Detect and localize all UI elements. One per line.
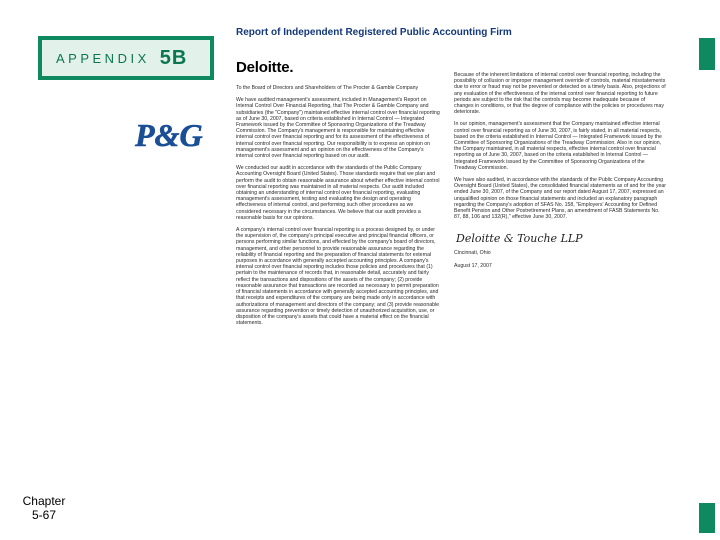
firm-signature <box>454 226 584 250</box>
appendix-banner-inner <box>42 40 210 76</box>
pg-logo-text: P&G <box>135 117 203 153</box>
chapter-word: Chapter <box>22 494 66 508</box>
signature-date: August 17, 2007 <box>454 262 492 269</box>
side-accent-bar-bottom <box>699 503 715 533</box>
pg-logo <box>132 108 208 160</box>
report-paragraph: In our opinion, management's assessment that the Company maintained effective internal control over financial reporting as of June 30, 2007, is fairly stated, in all material respects, based on the criteria established in Internal Control — Integrated Framework issued by the Committee of Sponsoring Organizations of the Treadway Commission. Also in our opinion, the Company maintained, in all material respects, effective internal control over financial reporting as of June 30, 2007, based on the criteria established in Internal Control — Integrated Framework issued by the Committee of Sponsoring Organizations of the Treadway Commission. <box>454 121 662 171</box>
report-title: Report of Independent Registered Public Accounting Firm <box>236 27 512 38</box>
appendix-word: APPENDIX <box>56 50 150 66</box>
side-accent-bar-top <box>699 38 715 70</box>
signature-text: Deloitte & Touche LLP <box>456 232 583 246</box>
appendix-banner <box>38 36 214 80</box>
report-left-column <box>236 85 440 332</box>
signature-city: Cincinnati, Ohio <box>454 250 491 257</box>
firm-logo: Deloitte. <box>236 59 294 76</box>
report-paragraph: A company's internal control over financial reporting is a process designed by, or under the supervision of, the company's principal executive and principal financial officers, or persons performing similar functions, and effected by the company's board of directors, management, and other personnel to provide reasonable assurance regarding the reliability of financial reporting and the preparation of financial statements for external purposes in accordance with generally accepted accounting principles. A company's internal control over financial reporting includes those policies and procedures that (1) pertain to the maintenance of records that, in reasonable detail, accurately and fairly reflect the transactions and dispositions of the assets of the company; (2) provide reasonable assurance that transactions are recorded as necessary to permit preparation of financial statements in accordance with generally accepted accounting principles, and that receipts and expenditures of the company are being made only in accordance with authorizations of management and directors of the company; and (3) provide reasonable assurance regarding prevention or timely detection of unauthorized acquisition, use, or disposition of the company's assets that could have a material effect on the financial statements. <box>236 227 440 327</box>
addressee: To the Board of Directors and Shareholders of The Procter & Gamble Company <box>236 85 419 91</box>
report-right-column <box>454 72 666 275</box>
report-paragraph: We have also audited, in accordance with the standards of the Public Company Accounting Oversight Board (United States), the consolidated financial statements as of and for the year ended June 30, 2007, of the Company and our report dated August 17, 2007, expressed an unqualified opinion on those financial statements and included an explanatory paragraph regarding the Company's adoption of SFAS No. 158, "Employers' Accounting for Defined Benefit Pension and Other Postretirement Plans, an amendment of FASB Statements No. 87, 88, 106 and 132(R)," effective June 30, 2007. <box>454 177 666 221</box>
appendix-number: 5B <box>159 46 188 69</box>
report-paragraph: We conducted our audit in accordance with the standards of the Public Company Accounting Oversight Board (United States). Those standards require that we plan and perform the audit to obtain reasonable assurance about whether effective internal control over financial reporting was maintained in all material respects. Our audit included obtaining an understanding of internal control over financial reporting, evaluating management's assessment, testing and evaluating the design and operating effectiveness of internal control, and performing such other procedures as we considered necessary in the circumstances. We believe that our audit provides a reasonable basis for our opinions. <box>236 165 440 221</box>
chapter-label <box>16 494 72 522</box>
report-paragraph: We have audited management's assessment, included in Management's Report on Internal Control Over Financial Reporting, that The Procter & Gamble Company and subsidiaries (the "Company") maintained effective internal control over financial reporting as of June 30, 2007, based on criteria established in Internal Control — Integrated Framework issued by the Committee of Sponsoring Organizations of the Treadway Commission. The Company's management is responsible for maintaining effective internal control over financial reporting and for its assessment of the effectiveness of internal control over financial reporting. Our responsibility is to express an opinion on management's assessment and an opinion on the effectiveness of the Company's internal control over financial reporting based on our audit. <box>236 97 440 160</box>
chapter-page: 5-67 <box>31 508 57 522</box>
report-paragraph: Because of the inherent limitations of internal control over financial reporting, including the possibility of collusion or improper management override of controls, material misstatements due to error or fraud may not be prevented or detected on a timely basis. Also, projections of any evaluation of the effectiveness of the internal control over financial reporting to future periods are subject to the risk that the controls may become inadequate because of changes in conditions, or that the degree of compliance with the policies or procedures may deteriorate. <box>454 72 666 116</box>
